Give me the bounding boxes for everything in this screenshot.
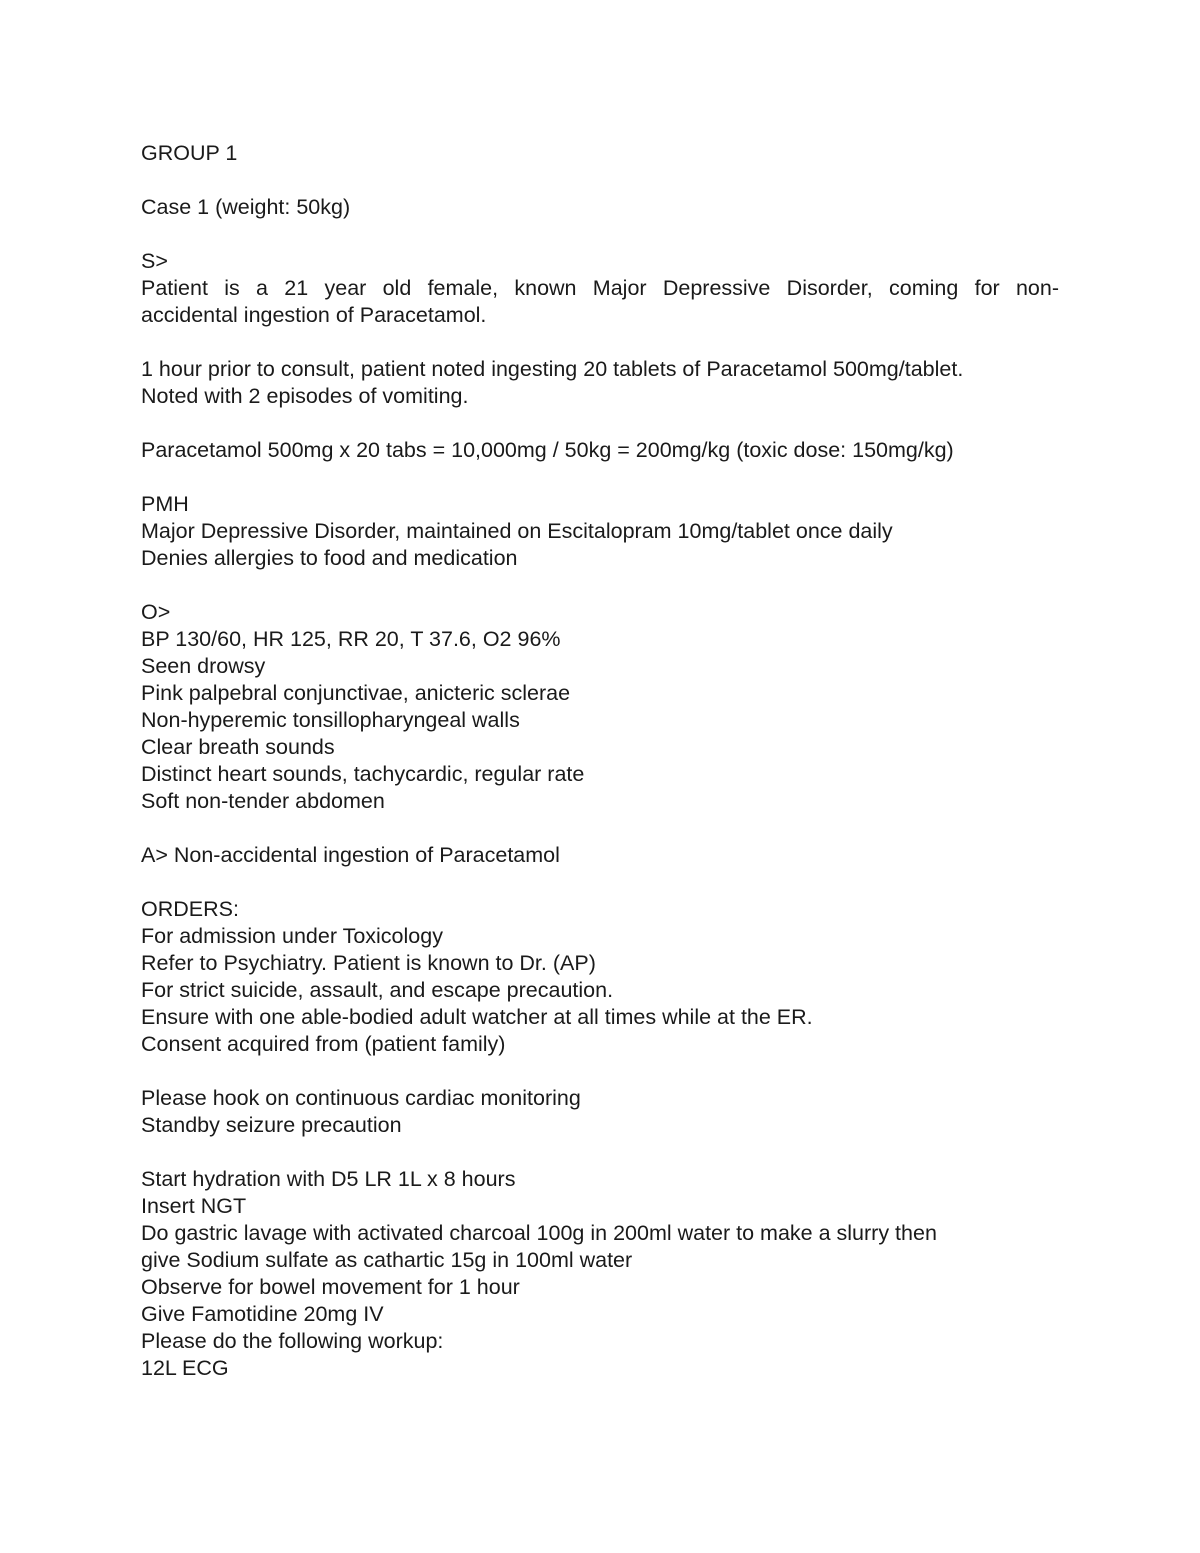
order-item: Please hook on continuous cardiac monitoring bbox=[141, 1086, 581, 1110]
order-item: Refer to Psychiatry. Patient is known to Dr. (AP) bbox=[141, 951, 596, 975]
case-heading: Case 1 (weight: 50kg) bbox=[141, 195, 351, 219]
order-item: For admission under Toxicology bbox=[141, 924, 443, 948]
order-item: Consent acquired from (patient family) bbox=[141, 1032, 506, 1056]
order-item: 12L ECG bbox=[141, 1356, 229, 1380]
objective-item: Non-hyperemic tonsillopharyngeal walls bbox=[141, 708, 520, 732]
order-item: Observe for bowel movement for 1 hour bbox=[141, 1275, 520, 1299]
vital-signs: BP 130/60, HR 125, RR 20, T 37.6, O2 96% bbox=[141, 627, 561, 651]
orders-label: ORDERS: bbox=[141, 897, 239, 921]
order-item: Give Famotidine 20mg IV bbox=[141, 1302, 384, 1326]
subjective-intro-line: accidental ingestion of Paracetamol. bbox=[141, 303, 487, 327]
pmh-item: Denies allergies to food and medication bbox=[141, 546, 518, 570]
spacer bbox=[141, 572, 1059, 599]
objective-item: Seen drowsy bbox=[141, 654, 266, 678]
order-item: Start hydration with D5 LR 1L x 8 hours bbox=[141, 1167, 516, 1191]
order-item: Standby seizure precaution bbox=[141, 1113, 402, 1137]
order-item: For strict suicide, assault, and escape precaution. bbox=[141, 978, 614, 1002]
subjective-history-line: Noted with 2 episodes of vomiting. bbox=[141, 384, 469, 408]
objective-label: O> bbox=[141, 600, 171, 624]
document-body bbox=[141, 140, 1059, 1382]
subjective-intro-line: Patient is a 21 year old female, known Major Depressive Disorder, coming for non- bbox=[141, 276, 1059, 300]
subjective-label: S> bbox=[141, 249, 168, 273]
order-item: Do gastric lavage with activated charcoal 100g in 200ml water to make a slurry then bbox=[141, 1221, 937, 1245]
document-title: GROUP 1 bbox=[141, 141, 238, 165]
order-item: Ensure with one able-bodied adult watcher at all times while at the ER. bbox=[141, 1005, 813, 1029]
pmh-label: PMH bbox=[141, 492, 189, 516]
spacer bbox=[141, 410, 1059, 437]
order-item: give Sodium sulfate as cathartic 15g in 100ml water bbox=[141, 1248, 633, 1272]
assessment: A> Non-accidental ingestion of Paracetamol bbox=[141, 843, 560, 867]
objective-item: Clear breath sounds bbox=[141, 735, 335, 759]
objective-item: Distinct heart sounds, tachycardic, regular rate bbox=[141, 762, 585, 786]
dose-calculation: Paracetamol 500mg x 20 tabs = 10,000mg / 50kg = 200mg/kg (toxic dose: 150mg/kg) bbox=[141, 438, 954, 462]
spacer bbox=[141, 815, 1059, 842]
order-item: Please do the following workup: bbox=[141, 1329, 444, 1353]
spacer bbox=[141, 1139, 1059, 1166]
objective-item: Soft non-tender abdomen bbox=[141, 789, 385, 813]
spacer bbox=[141, 221, 1059, 248]
spacer bbox=[141, 329, 1059, 356]
spacer bbox=[141, 869, 1059, 896]
subjective-history-line: 1 hour prior to consult, patient noted ingesting 20 tablets of Paracetamol 500mg/tablet. bbox=[141, 357, 964, 381]
order-item: Insert NGT bbox=[141, 1194, 247, 1218]
objective-item: Pink palpebral conjunctivae, anicteric sclerae bbox=[141, 681, 571, 705]
spacer bbox=[141, 1058, 1059, 1085]
spacer bbox=[141, 167, 1059, 194]
pmh-item: Major Depressive Disorder, maintained on Escitalopram 10mg/tablet once daily bbox=[141, 519, 893, 543]
spacer bbox=[141, 464, 1059, 491]
